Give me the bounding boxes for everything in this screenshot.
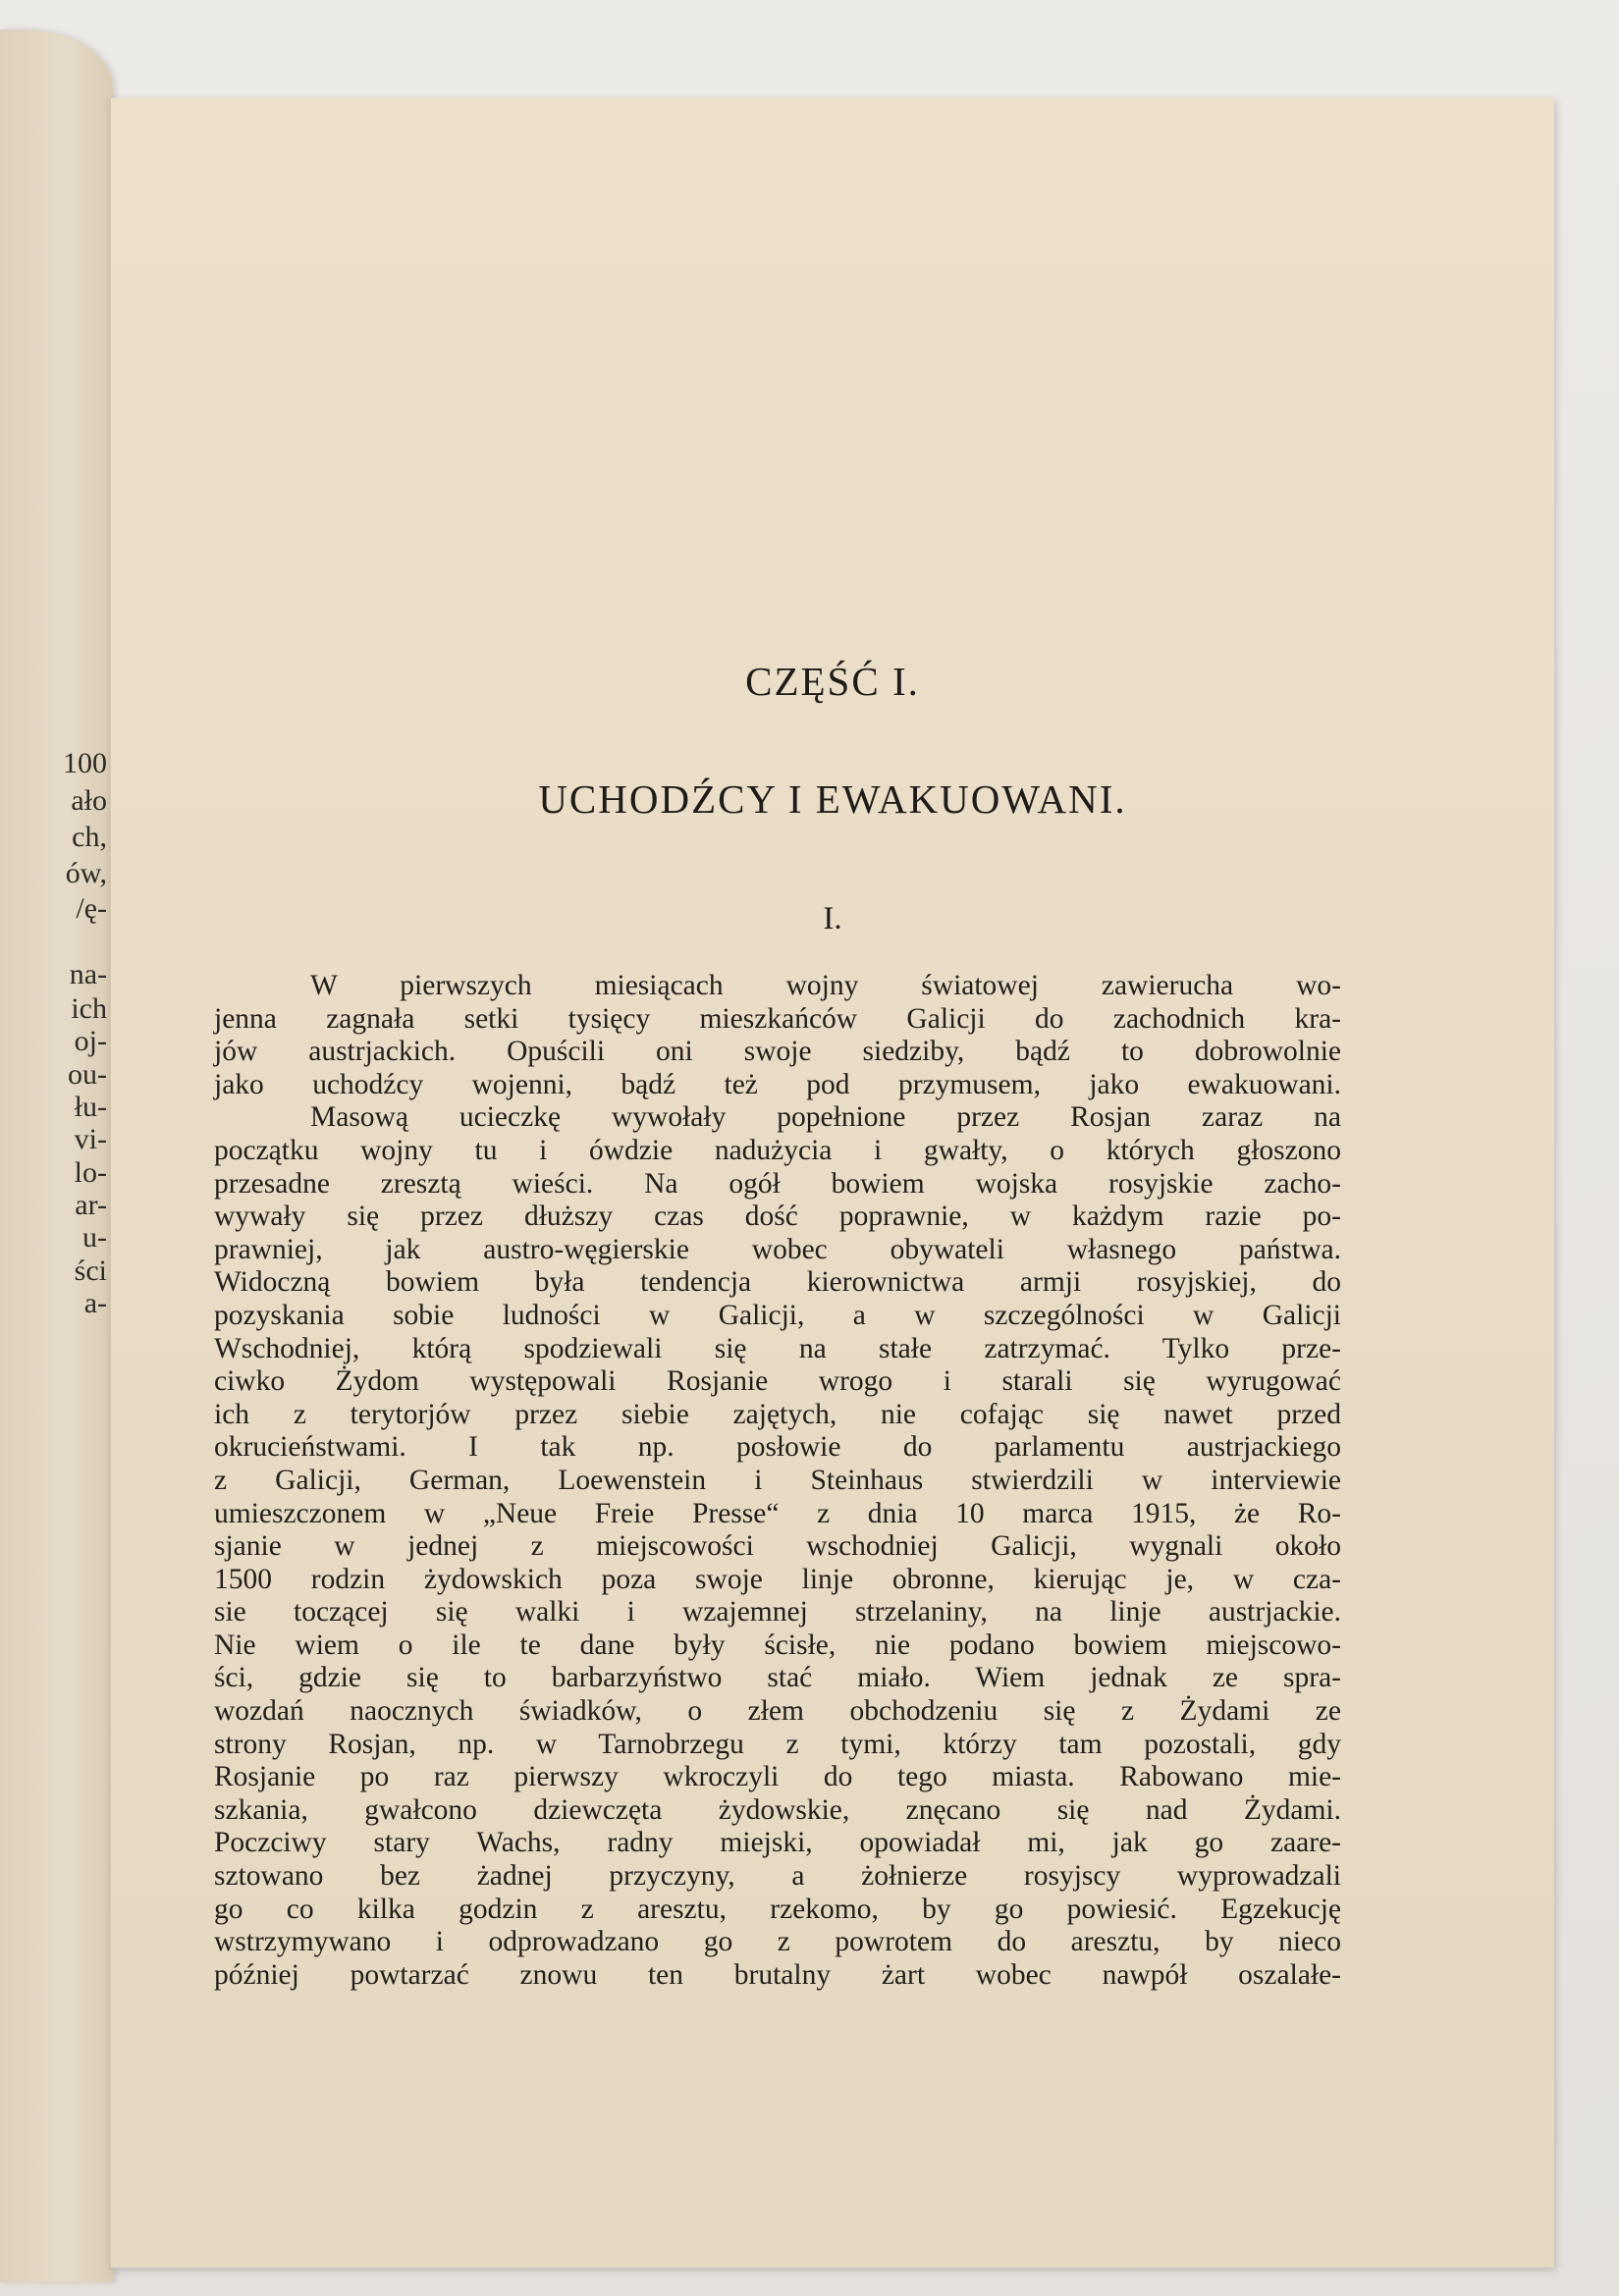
text-line: sjanie w jednej z miejscowości wschodniej Galicji, wygnali około	[214, 1530, 1341, 1563]
previous-page-fragment: łu-	[74, 1091, 107, 1123]
text-line: umieszczonem w „Neue Freie Presse“ z dnia 10 marca 1915, że Ro-	[214, 1497, 1341, 1529]
previous-page-fragment: ch,	[72, 821, 107, 853]
text-line: ciwko Żydom występowali Rosjanie wrogo i starali się wyrugować	[214, 1365, 1341, 1398]
text-line: W pierwszych miesiącach wojny światowej zawierucha wo-	[310, 970, 1341, 1001]
text-line: Masową ucieczkę wywołały popełnione przez Rosjan zaraz na	[310, 1101, 1341, 1134]
text-line: Widoczną bowiem była tendencja kierownictwa armji rosyjskiej, do	[214, 1266, 1341, 1299]
text-line: prawniej, jak austro-węgierskie wobec obywateli własnego państwa.	[214, 1233, 1341, 1265]
text-line: sie toczącej się walki i wzajemnej strzelaniny, na linje austrjackie.	[214, 1596, 1341, 1629]
previous-page-fragment: na-	[69, 958, 107, 990]
text-line: wywały się przez dłuższy czas dość poprawnie, w każdym razie po-	[214, 1201, 1341, 1233]
previous-page-fragment: u-	[82, 1221, 107, 1254]
previous-page-fragment: ści	[74, 1255, 107, 1287]
section-number: I.	[823, 901, 842, 936]
text-line: wozdań naocznych świadków, o złem obchodzeniu się z Żydami ze	[214, 1695, 1341, 1728]
text-line: strony Rosjan, np. w Tarnobrzegu z tymi, którzy tam pozostali, gdy	[214, 1728, 1341, 1760]
text-line: ich z terytorjów przez siebie zajętych, nie cofając się nawet przed	[214, 1398, 1341, 1430]
text-line: jenna zagnała setki tysięcy mieszkańców Galicji do zachodnich kra-	[214, 1002, 1341, 1035]
text-line: jako uchodźcy wojenni, bądź też pod przymusem, jako ewakuowani.	[214, 1068, 1341, 1100]
previous-page-fragment: ich	[71, 992, 107, 1025]
previous-page-edge	[0, 29, 113, 2282]
text-line: pozyskania sobie ludności w Galicji, a w szczególności w Galicji	[214, 1299, 1341, 1331]
text-line: Wschodniej, którą spodziewali się na stałe zatrzymać. Tylko prze-	[214, 1332, 1341, 1364]
previous-page-fragment: oj-	[74, 1025, 107, 1057]
text-line: go co kilka godzin z aresztu, rzekomo, by go powiesić. Egzekucję	[214, 1893, 1341, 1925]
previous-page-fragment: a-	[83, 1287, 107, 1319]
part-title: CZĘŚĆ I.	[745, 659, 920, 704]
text-line: wstrzymywano i odprowadzano go z powrotem do aresztu, by nieco	[214, 1926, 1341, 1958]
previous-page-fragment: lo-	[74, 1156, 107, 1189]
text-line: przesadne zresztą wieści. Na ogół bowiem wojska rosyjskie zacho-	[214, 1167, 1341, 1200]
previous-page-fragment: ało	[71, 784, 107, 817]
previous-page-fragment: /ę-	[76, 892, 107, 925]
body-text	[214, 970, 1341, 1992]
text-line: okrucieństwami. I tak np. posłowie do parlamentu austrjackiego	[214, 1431, 1341, 1464]
text-line: sztowano bez żadnej przyczyny, a żołnierze rosyjscy wyprowadzali	[214, 1860, 1341, 1893]
book-page	[110, 98, 1554, 2268]
text-line: z Galicji, German, Loewenstein i Steinhaus stwierdzili w interviewie	[214, 1464, 1341, 1496]
previous-page-fragment: ar-	[75, 1189, 107, 1221]
text-line: jów austrjackich. Opuścili oni swoje siedziby, bądź to dobrowolnie	[214, 1036, 1341, 1068]
text-line: Rosjanie po raz pierwszy wkroczyli do tego miasta. Rabowano mie-	[214, 1761, 1341, 1793]
previous-page-fragment: 100	[63, 747, 107, 779]
chapter-title: UCHODŹCY I EWAKUOWANI.	[538, 776, 1127, 822]
text-line: początku wojny tu i ówdzie nadużycia i gwałty, o których głoszono	[214, 1134, 1341, 1166]
text-line: szkania, gwałcono dziewczęta żydowskie, znęcano się nad Żydami.	[214, 1793, 1341, 1826]
text-line: Nie wiem o ile te dane były ścisłe, nie podano bowiem miejscowo-	[214, 1629, 1341, 1661]
text-line: 1500 rodzin żydowskich poza swoje linje obronne, kierując je, w cza-	[214, 1563, 1341, 1595]
text-line: później powtarzać znowu ten brutalny żart wobec nawpół oszalałe-	[214, 1958, 1341, 1991]
previous-page-fragment: vi-	[74, 1123, 107, 1155]
previous-page-fragment: ou-	[68, 1058, 107, 1091]
text-line: ści, gdzie się to barbarzyństwo stać miało. Wiem jednak ze spra-	[214, 1662, 1341, 1694]
text-line: Poczciwy stary Wachs, radny miejski, opowiadał mi, jak go zaare-	[214, 1827, 1341, 1859]
previous-page-fragment: ów,	[65, 857, 107, 889]
